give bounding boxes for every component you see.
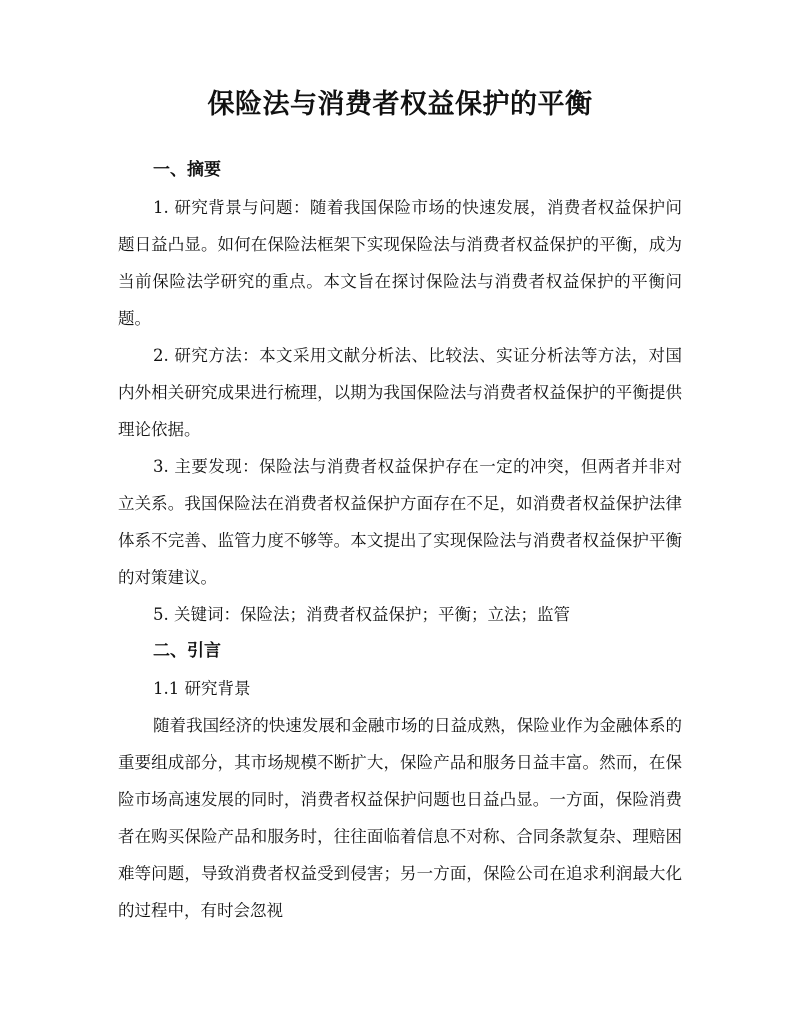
abstract-section — [118, 152, 682, 633]
abstract-paragraph-background: 1. 研究背景与问题：随着我国保险市场的快速发展，消费者权益保护问题日益凸显。如何在保险法框架下实现保险法与消费者权益保护的平衡，成为当前保险法学研究的重点。本文旨在探讨保险法与消费者权益保护的平衡问题。 — [118, 198, 682, 328]
section-heading-abstract: 一、摘要 — [153, 160, 221, 180]
page-title: 保险法与消费者权益保护的平衡 — [207, 89, 593, 120]
abstract-paragraph-methods: 2. 研究方法：本文采用文献分析法、比较法、实证分析法等方法，对国内外相关研究成果进行梳理，以期为我国保险法与消费者权益保护的平衡提供理论依据。 — [118, 346, 682, 439]
section-heading-introduction: 二、引言 — [153, 641, 221, 661]
abstract-paragraph-findings: 3. 主要发现：保险法与消费者权益保护存在一定的冲突，但两者并非对立关系。我国保险法在消费者权益保护方面存在不足，如消费者权益保护法律体系不完善、监管力度不够等。本文提出了实现保险法与消费者权益保护平衡的对策建议。 — [118, 457, 682, 587]
introduction-paragraph: 随着我国经济的快速发展和金融市场的日益成熟，保险业作为金融体系的重要组成部分，其市场规模不断扩大，保险产品和服务日益丰富。然而，在保险市场高速发展的同时，消费者权益保护问题也日益凸显。一方面，保险消费者在购买保险产品和服务时，往往面临着信息不对称、合同条款复杂、理赔困难等问题，导致消费者权益受到侵害；另一方面，保险公司在追求利润最大化的过程中，有时会忽视 — [118, 716, 682, 920]
introduction-section — [118, 633, 682, 929]
subsection-heading-research-background: 1.1 研究背景 — [153, 679, 251, 698]
abstract-paragraph-keywords: 5. 关键词：保险法；消费者权益保护；平衡；立法；监管 — [153, 605, 570, 624]
